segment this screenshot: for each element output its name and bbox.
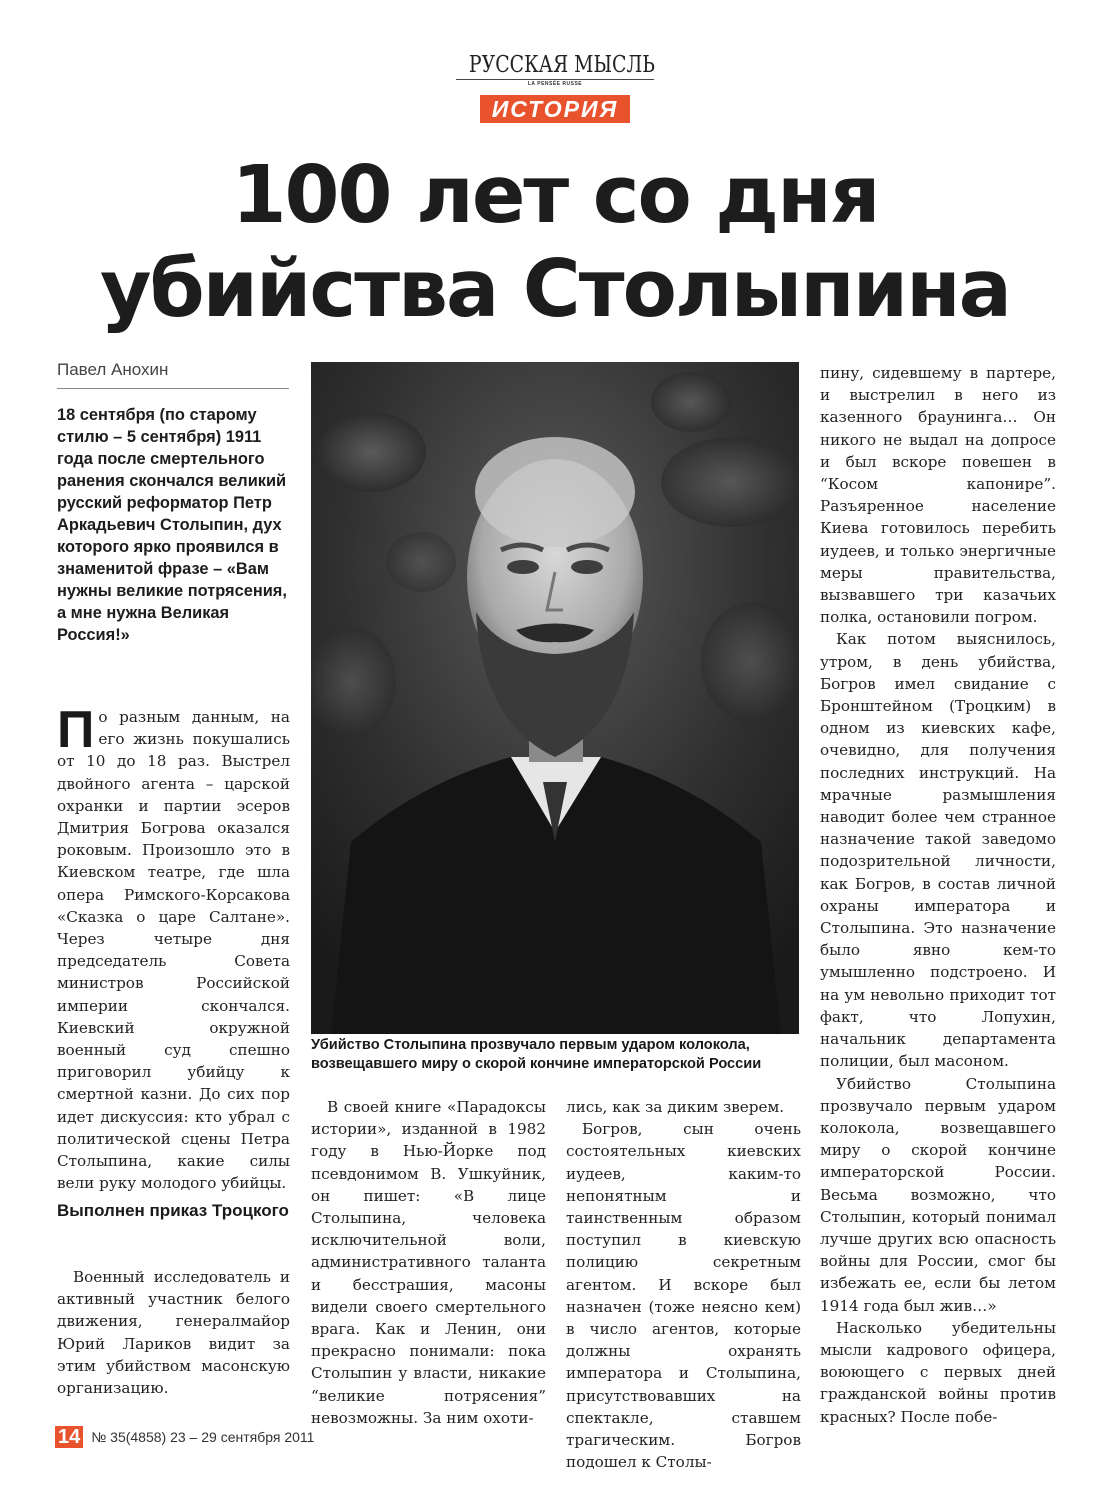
body-paragraph: В своей книге «Парадоксы истории», изданной в 1982 году в Нью-Йорке под псевдонимом В. Ушкуйник, он пишет: «В лице Столыпина, человека исключительной воли, административного таланта и бесстрашия, масоны видели своего смертельного врага. Как и Ленин, они прекрасно понимали: пока Столыпин у власти, никакие “великие потрясения” невозможны. За ним охоти- (311, 1098, 546, 1427)
headline-line-2: убийства Столыпина (100, 243, 1010, 335)
body-column-4 (820, 362, 1056, 1428)
body-paragraph: пину, сидевшему в партере, и выстрелил в него из казенного браунинга… Он никого не выдал на допросе и был вскоре повешен в “Косом капонире”. Разъяренное население Киева готовилось перебить иудеев, и только энергичные меры правительства, вызвавшего три казачьих полка, остановили погром. (820, 364, 1056, 627)
portrait-photo (311, 362, 799, 1034)
drop-cap: П (57, 701, 95, 759)
body-column-1b (57, 1266, 290, 1399)
body-paragraph: Насколько убедительны мысли кадрового офицера, воюющего с первых дней гражданской войны против красных? После побе- (820, 1318, 1056, 1426)
body-text: о разным данным, на его жизнь покушались от 10 до 18 раз. Выстрел двойного агента – царской охранки и партии эсеров Дмитрия Богрова оказался роковым. Произошло это в Киевском театре, где шла опера Римского-Корсакова «Сказка о царе Салтане». Через четыре дня председатель Совета министров Российской империи скончался. Киевский окружной военный суд спешно приговорил убийцу к смертной казни. До сих пор идет дискуссия: кто убрал с политической сцены Петра Столыпина, какие силы вели руку молодого убийцы. (57, 708, 290, 1193)
article-headline (40, 148, 1070, 336)
photo-caption: Убийство Столыпина прозвучало первым ударом колокола, возвещавшего миру о скорой кончине императорской России (311, 1037, 762, 1072)
section-label: ИСТОРИЯ (480, 95, 630, 123)
body-paragraph: Богров, сын очень состоятельных киевских иудеев, каким-то непонятным и таинственным образом поступил в киевскую полицию секретным агентом. И вскоре был назначен (тоже неясно кем) в число агентов, которые должны охранять императора и Столыпина, присутствовавших на спектакле, ставшем трагическим. Богров подошел к Столы- (566, 1120, 801, 1472)
headline-line-1: 100 лет со дня (231, 149, 879, 241)
body-paragraph: Военный исследователь и активный участник белого движения, генералмайор Юрий Лариков видит за этим убийством масонскую организацию. (57, 1268, 290, 1398)
page-footer (55, 1426, 314, 1448)
publication-title: РУССКАЯ МЫСЛЬ (468, 52, 655, 78)
author-byline: Павел Анохин (57, 360, 289, 389)
masthead (450, 52, 660, 87)
lead-paragraph: 18 сентября (по старому стилю – 5 сентября) 1911 года после смертельного ранения скончался великий русский реформатор Петр Аркадьевич Столыпин, дух которого ярко проявился в знаменитой фразе – «Вам нужны великие потрясения, а мне нужна Великая Россия!» (57, 406, 287, 644)
body-column-2 (311, 1096, 546, 1429)
body-paragraph: Убийство Столыпина прозвучало первым ударом колокола, возвещавшего миру о скорой кончине императорской России. Весьма возможно, что Столыпин, который понимал лучше других всю опасность войны для России, смог бы избежать ее, если бы летом 1914 года был жив…» (820, 1074, 1056, 1315)
body-paragraph (57, 701, 290, 1194)
body-column-3 (566, 1096, 801, 1473)
body-paragraph: лись, как за диким зверем. (566, 1098, 785, 1116)
masthead-rule (456, 79, 654, 80)
publication-subtitle: LA PENSÉE RUSSE (527, 81, 583, 87)
portrait-illustration (311, 362, 799, 1034)
body-paragraph: Как потом выяснилось, утром, в день убийства, Богров имел свидание с Бронштейном (Троцким) в одном из киевских кафе, очевидно, для получения последних инструкций. На мрачные размышления наводит более чем странное назначение такой заведомо подозрительной личности, как Богров, в состав личной охраны императора и Столыпина. Это назначение было явно кем-то умышленно подстроено. И на ум невольно приходит тот факт, что Лопухин, начальник департамента полиции, был масоном. (820, 630, 1056, 1071)
body-column-1 (57, 701, 290, 1194)
issue-info: № 35(4858) 23 – 29 сентября 2011 (91, 1429, 315, 1445)
page-number: 14 (55, 1426, 83, 1448)
section-subheading: Выполнен приказ Троцкого (57, 1201, 289, 1220)
